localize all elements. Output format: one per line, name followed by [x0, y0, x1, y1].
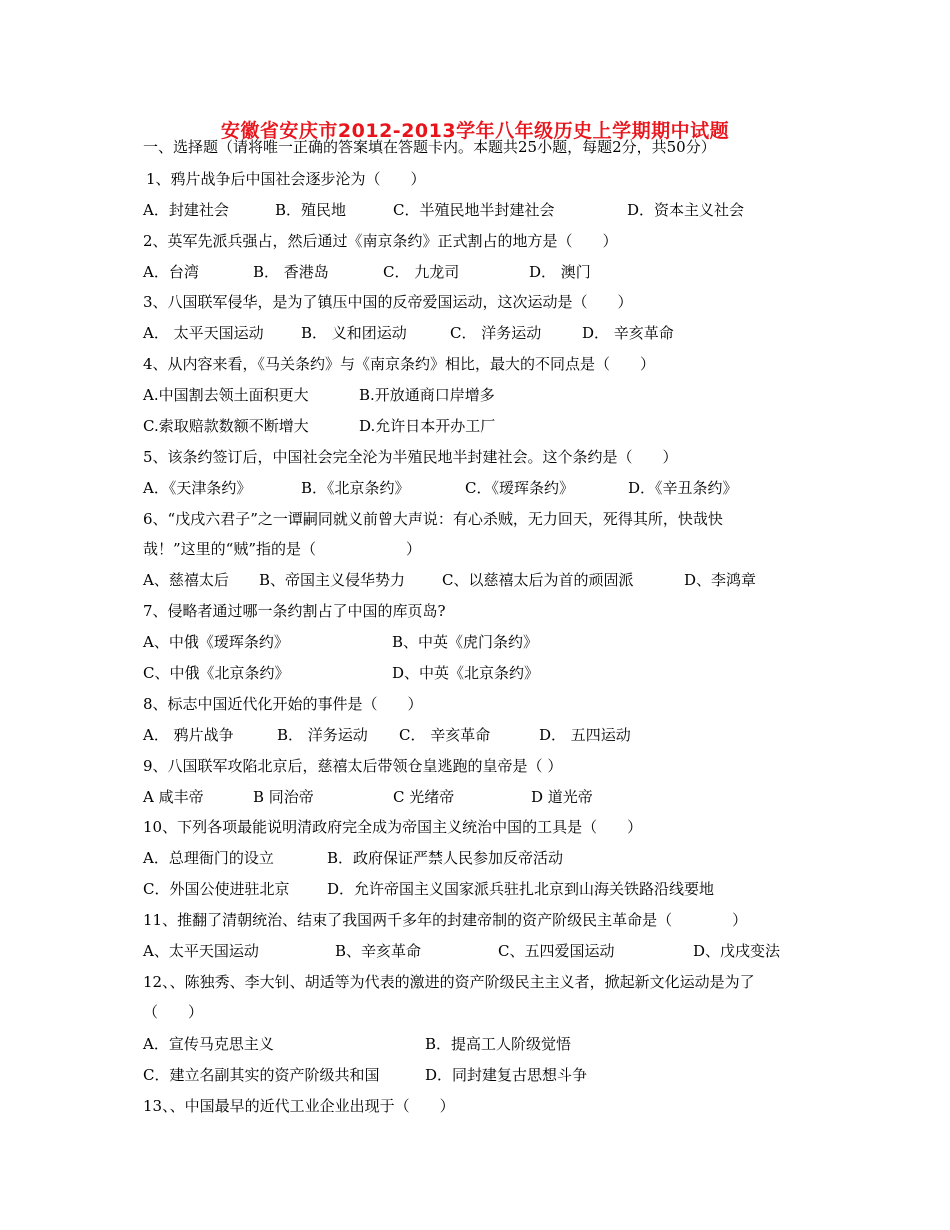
option-a: A． 太平天国运动 [143, 324, 264, 342]
option-b: B 同治帝 [253, 788, 314, 806]
options-row [143, 478, 823, 498]
question-stem: 3、八国联军侵华，是为了镇压中国的反帝爱国运动，这次运动是（ ） [143, 293, 633, 311]
option-b: B.开放通商口岸增多 [359, 386, 495, 404]
option-c: C.索取赔款数额不断增大 [143, 417, 309, 435]
option-d: D 道光帝 [531, 788, 593, 806]
option-c: C． 辛亥革命 [399, 726, 491, 744]
option-c: C、中俄《北京条约》 [143, 664, 290, 682]
option-c: C．建立名副其实的资产阶级共和国 [143, 1066, 380, 1084]
question-stem: 2、英军先派兵强占，然后通过《南京条约》正式割占的地方是（ ） [143, 232, 618, 250]
option-b: B．殖民地 [275, 201, 347, 219]
option-a: A． 鸦片战争 [143, 726, 234, 744]
option-d: D、中英《北京条约》 [392, 664, 540, 682]
option-d: D． 五四运动 [539, 726, 631, 744]
option-a: A．台湾 [143, 263, 199, 281]
option-d: D． 澳门 [529, 263, 591, 281]
options-row [143, 879, 823, 899]
option-c: C．半殖民地半封建社会 [393, 201, 555, 219]
options-row [143, 200, 823, 220]
option-c: C． 九龙司 [383, 263, 460, 281]
option-d: D.允许日本开办工厂 [359, 417, 496, 435]
option-d: D． 辛亥革命 [582, 324, 674, 342]
option-c: C 光绪帝 [393, 788, 455, 806]
option-a: A、中俄《瑷珲条约》 [143, 633, 289, 651]
options-row [143, 632, 823, 652]
page-title: 安徽省安庆市2012-2013学年八年级历史上学期期中试题 [220, 120, 730, 142]
options-row [143, 416, 823, 436]
question-stem: 7、侵略者通过哪一条约割占了中国的库页岛? [143, 602, 446, 620]
option-b: B．《北京条约》 [301, 479, 410, 497]
question-stem: 9、八国联军攻陷北京后，慈禧太后带领仓皇逃跑的皇帝是（ ） [143, 757, 563, 775]
option-a: A．总理衙门的设立 [143, 849, 274, 867]
option-a: A．封建社会 [143, 201, 229, 219]
question-stem: 12、、陈独秀、李大钊、胡适等为代表的激进的资产阶级民主主义者，掀起新文化运动是为了 [143, 973, 755, 991]
option-b: B、中英《虎门条约》 [392, 633, 539, 651]
options-row [143, 941, 823, 961]
options-row [143, 725, 823, 745]
question-stem: 5、该条约签订后，中国社会完全沦为半殖民地半封建社会。这个条约是（ ） [143, 448, 678, 466]
option-c: C． 洋务运动 [450, 324, 542, 342]
option-d: D．资本主义社会 [627, 201, 745, 219]
question-stem: 13、、中国最早的近代工业企业出现于（ ） [143, 1097, 455, 1115]
option-c: C、以慈禧太后为首的顽固派 [442, 571, 634, 589]
option-c: C．《瑷珲条约》 [465, 479, 574, 497]
option-b: B、帝国主义侵华势力 [259, 571, 406, 589]
question-stem: 10、下列各项最能说明清政府完全成为帝国主义统治中国的工具是（ ） [143, 818, 643, 836]
options-row [143, 848, 823, 868]
option-a: A、慈禧太后 [143, 571, 229, 589]
options-row [143, 262, 823, 282]
question-stem: 1、鸦片战争后中国社会逐步沦为（ ） [146, 170, 426, 188]
option-a: A 咸丰帝 [143, 788, 204, 806]
option-d: D、李鸿章 [684, 571, 757, 589]
option-d: D．允许帝国主义国家派兵驻扎北京到山海关铁路沿线要地 [327, 880, 715, 898]
option-a: A、太平天国运动 [143, 942, 259, 960]
question-stem: 4、从内容来看，《马关条约》与《南京条约》相比，最大的不同点是（ ） [143, 355, 656, 373]
option-c: C．外国公使进驻北京 [143, 880, 290, 898]
question-stem: 8、标志中国近代化开始的事件是（ ） [143, 695, 423, 713]
option-a: A．宣传马克思主义 [143, 1035, 274, 1053]
options-row [143, 385, 823, 405]
option-b: B．政府保证严禁人民参加反帝活动 [327, 849, 564, 867]
option-c: C、五四爱国运动 [498, 942, 615, 960]
option-a: A．《天津条约》 [143, 479, 252, 497]
option-b: B． 洋务运动 [277, 726, 368, 744]
option-b: B． 香港岛 [253, 263, 329, 281]
options-row [143, 323, 823, 343]
options-row [143, 570, 823, 590]
option-b: B． 义和团运动 [301, 324, 407, 342]
option-b: B．提高工人阶级觉悟 [425, 1035, 572, 1053]
option-d: D．《辛丑条约》 [628, 479, 738, 497]
section-heading: 一、选择题（请将唯一正确的答案填在答题卡内。本题共25小题，每题2分，共50分） [143, 138, 716, 156]
question-stem-continued: （ ） [143, 1003, 204, 1021]
question-stem-continued: 哉！”这里的“贼”指的是（ ） [143, 540, 422, 558]
options-row [143, 1034, 823, 1054]
option-a: A.中国割去领土面积更大 [143, 386, 309, 404]
question-stem: 6、“戊戌六君子”之一谭嗣同就义前曾大声说：有心杀贼，无力回天，死得其所，快哉快 [143, 510, 723, 528]
option-d: D、戊戌变法 [693, 942, 781, 960]
option-d: D．同封建复古思想斗争 [425, 1066, 588, 1084]
options-row [143, 1065, 823, 1085]
options-row [143, 787, 823, 807]
options-row [143, 663, 823, 683]
question-stem: 11、推翻了清朝统治、结束了我国两千多年的封建帝制的资产阶级民主革命是（ ） [143, 911, 748, 929]
option-b: B、辛亥革命 [335, 942, 422, 960]
